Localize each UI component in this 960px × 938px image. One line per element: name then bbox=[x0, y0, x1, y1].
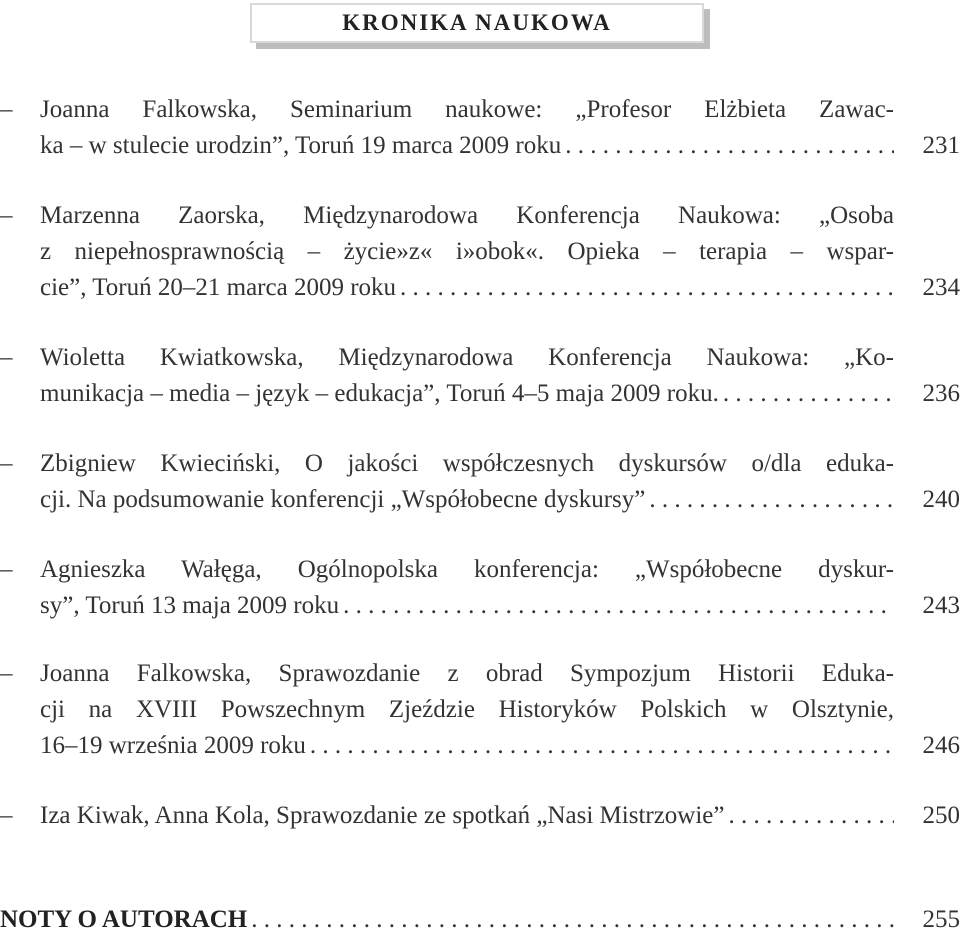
entry-line: cji. Na podsumowanie konferencji „Współobecne dyskursy” bbox=[40, 486, 646, 513]
section-line bbox=[0, 902, 894, 938]
section-title: KRONIKA NAUKOWA bbox=[250, 3, 704, 43]
page-number: 246 bbox=[922, 732, 960, 759]
page-number: 250 bbox=[922, 802, 960, 829]
section-header bbox=[250, 3, 710, 49]
entry-body bbox=[40, 798, 894, 834]
leader-dots bbox=[645, 482, 894, 518]
page-number: 255 bbox=[922, 906, 960, 933]
entry-dash: – bbox=[0, 802, 13, 829]
entry-line: cie”, Toruń 20–21 marca 2009 roku bbox=[40, 274, 397, 301]
leader-dots bbox=[561, 128, 894, 164]
entry-line-last bbox=[40, 482, 894, 518]
leader-dots bbox=[719, 376, 894, 412]
entry-dash: – bbox=[0, 660, 13, 687]
entry-line: z niepełnosprawnością – życie»z« i»obok«. Opieka – terapia – wspar- bbox=[40, 238, 894, 265]
page-number: 236 bbox=[922, 380, 960, 407]
entry-line: Marzenna Zaorska, Międzynarodowa Konferencja Naukowa: „Osoba bbox=[40, 202, 894, 229]
entry-line: cji na XVIII Powszechnym Zjeździe Historyków Polskich w Olsztynie, bbox=[40, 696, 894, 723]
entry-body bbox=[40, 340, 894, 412]
entry-dash: – bbox=[0, 450, 13, 477]
entry-line: ka – w stulecie urodzin”, Toruń 19 marca 2009 roku bbox=[40, 132, 562, 159]
entry-line: Joanna Falkowska, Sprawozdanie z obrad Sympozjum Historii Eduka- bbox=[40, 660, 894, 687]
leader-dots bbox=[339, 588, 894, 624]
entry-line: Joanna Falkowska, Seminarium naukowe: „Profesor Elżbieta Zawac- bbox=[40, 96, 894, 123]
entry-dash: – bbox=[0, 556, 13, 583]
entry-body bbox=[40, 552, 894, 624]
entry-line-last bbox=[40, 798, 894, 834]
entry-line: Iza Kiwak, Anna Kola, Sprawozdanie ze spotkań „Nasi Mistrzowie” bbox=[40, 802, 725, 829]
entry-line: munikacja – media – język – edukacja”, Toruń 4–5 maja 2009 roku. bbox=[40, 380, 719, 407]
page-number: 234 bbox=[922, 274, 960, 301]
entry-line-last bbox=[40, 376, 894, 412]
page-number: 240 bbox=[922, 486, 960, 513]
entry-body bbox=[40, 446, 894, 518]
page-number: 243 bbox=[922, 592, 960, 619]
entry-line: sy”, Toruń 13 maja 2009 roku bbox=[40, 592, 340, 619]
entry-line-last bbox=[40, 588, 894, 624]
entry-line-last bbox=[40, 270, 894, 306]
entry-dash: – bbox=[0, 344, 13, 371]
entry-body bbox=[40, 92, 894, 164]
entry-dash: – bbox=[0, 202, 13, 229]
leader-dots bbox=[306, 728, 894, 764]
entry-line: Zbigniew Kwieciński, O jakości współczesnych dyskursów o/dla eduka- bbox=[40, 450, 894, 477]
leader-dots bbox=[396, 270, 894, 306]
section-body bbox=[0, 902, 894, 938]
page-number: 231 bbox=[922, 132, 960, 159]
leader-dots bbox=[247, 902, 894, 938]
section-heading: NOTY O AUTORACH bbox=[0, 906, 248, 933]
entry-dash: – bbox=[0, 96, 13, 123]
entry-body bbox=[40, 656, 894, 764]
entry-line-last bbox=[40, 128, 894, 164]
entry-line-last bbox=[40, 728, 894, 764]
entry-line: Wioletta Kwiatkowska, Międzynarodowa Konferencja Naukowa: „Ko- bbox=[40, 344, 894, 371]
entry-line: 16–19 września 2009 roku bbox=[40, 732, 306, 759]
entry-body bbox=[40, 198, 894, 306]
leader-dots bbox=[725, 798, 895, 834]
entry-line: Agnieszka Wałęga, Ogólnopolska konferencja: „Współobecne dyskur- bbox=[40, 556, 894, 583]
